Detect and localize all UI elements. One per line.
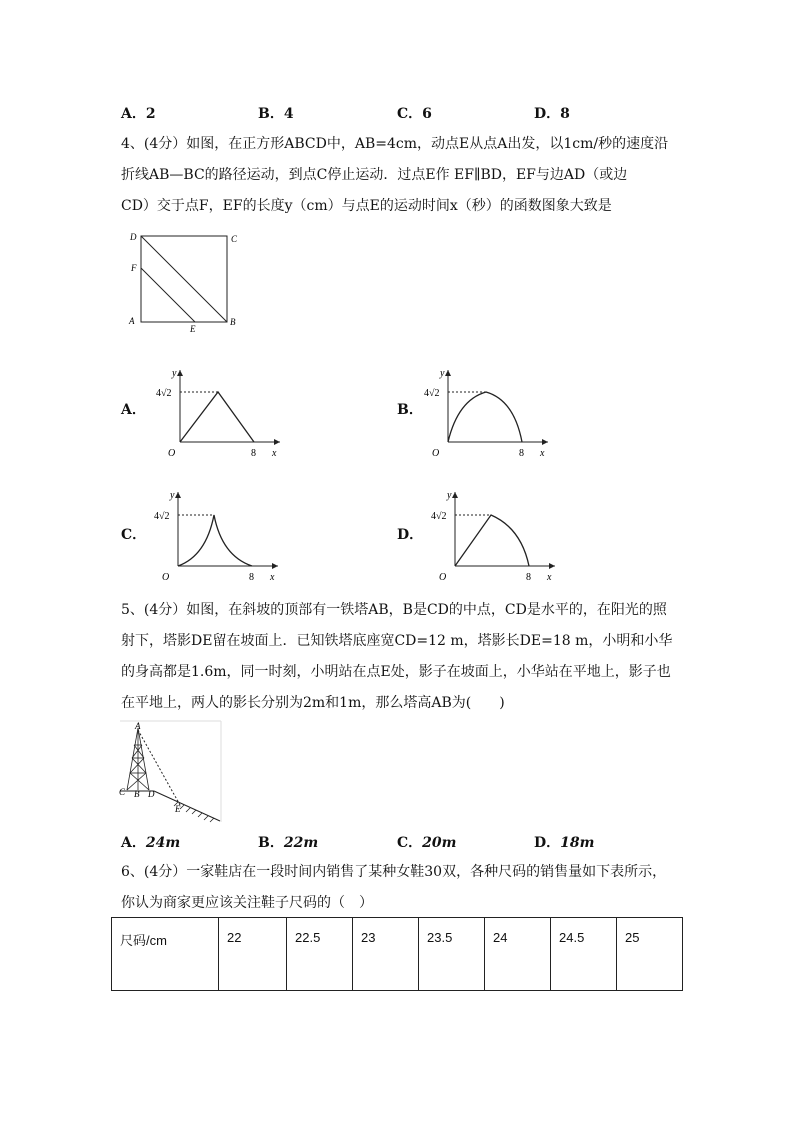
y-max-label: 4√2 — [154, 511, 170, 522]
label-f: F — [131, 263, 137, 273]
y-axis-label: y — [170, 490, 175, 501]
table-header-cell: 尺码/cm — [112, 918, 219, 991]
q5-option-a: A．24m — [121, 835, 181, 851]
q3-option-d: D．8 — [534, 106, 570, 122]
q4-text-line1: 4、(4分）如图，在正方形ABCD中，AB=4cm，动点E从点A出发，以1cm/秒的速度沿 — [121, 136, 669, 152]
table-row — [112, 918, 683, 991]
tower — [127, 728, 149, 790]
label-e: E — [190, 324, 196, 334]
q4-graph-c — [148, 484, 288, 584]
q4-graph-a — [150, 360, 290, 460]
label-b: B — [230, 317, 236, 327]
x-axis-label: x — [540, 448, 545, 459]
function-curve — [448, 392, 522, 442]
function-curve — [455, 515, 529, 566]
q5-text-line3: 的身高都是1.6m，同一时刻，小明站在点E处，影子在坡面上，小华站在平地上，影子也 — [121, 664, 671, 680]
origin-label: O — [439, 572, 447, 583]
label-a: A — [129, 316, 135, 326]
label-c: C — [231, 234, 238, 244]
q3-option-a: A．2 — [121, 106, 156, 122]
function-curve — [180, 392, 254, 442]
q6-text-line2: 你认为商家更应该关注鞋子尺码的（ ） — [121, 895, 373, 911]
function-curve — [178, 515, 252, 566]
q4-graph-d — [425, 484, 565, 584]
x-end-label: 8 — [519, 448, 524, 459]
q4-option-d-label: D． — [397, 527, 424, 543]
table-cell: 22 — [219, 918, 287, 991]
origin-label: O — [432, 448, 440, 459]
label-d: D — [130, 232, 137, 242]
y-max-label: 4√2 — [424, 388, 440, 399]
label-e: E — [175, 804, 181, 814]
q4-option-a-label: A． — [121, 402, 146, 418]
table-cell: 24 — [485, 918, 551, 991]
y-max-label: 4√2 — [156, 388, 172, 399]
table-cell: 22.5 — [287, 918, 353, 991]
q4-graph-b — [418, 360, 558, 460]
table-cell: 25 — [617, 918, 683, 991]
label-a: A — [135, 721, 141, 731]
q5-option-b: B．22m — [258, 835, 319, 851]
x-axis-label: x — [547, 572, 552, 583]
x-axis-label: x — [272, 448, 277, 459]
q3-option-c: C．6 — [397, 106, 432, 122]
q5-option-c: C．20m — [397, 835, 457, 851]
q5-text-line4: 在平地上，两人的影长分别为2m和1m，那么塔高AB为( ) — [121, 695, 505, 711]
x-end-label: 8 — [526, 572, 531, 583]
q4-option-c-label: C． — [121, 527, 147, 543]
q5-option-d: D．18m — [534, 835, 595, 851]
segment-ef — [141, 268, 195, 322]
slope — [154, 791, 220, 821]
y-axis-label: y — [447, 490, 452, 501]
q4-square-figure — [122, 226, 252, 336]
y-axis-label: y — [440, 368, 445, 379]
label-b: B — [134, 789, 140, 799]
x-end-label: 8 — [249, 572, 254, 583]
q5-text-line1: 5、(4分）如图，在斜坡的顶部有一铁塔AB，B是CD的中点，CD是水平的，在阳光的照 — [121, 602, 667, 618]
table-cell: 23.5 — [419, 918, 485, 991]
q4-text-line2: 折线AB—BC的路径运动，到点C停止运动．过点E作 EF∥BD，EF与边AD（或边 — [121, 167, 628, 183]
shoe-size-table — [111, 917, 683, 991]
origin-label: O — [162, 572, 170, 583]
x-axis-label: x — [270, 572, 275, 583]
y-axis-label: y — [172, 368, 177, 379]
q4-option-b-label: B． — [397, 402, 423, 418]
table-cell: 24.5 — [551, 918, 617, 991]
x-end-label: 8 — [251, 448, 256, 459]
label-c: C — [119, 787, 126, 797]
y-max-label: 4√2 — [431, 511, 447, 522]
q5-tower-figure — [118, 720, 224, 824]
q4-text-line3: CD）交于点F，EF的长度y（cm）与点E的运动时间x（秒）的函数图象大致是 — [121, 198, 612, 214]
diagonal-bd — [141, 236, 227, 322]
table-cell: 23 — [353, 918, 419, 991]
label-d: D — [148, 789, 155, 799]
q6-text-line1: 6、(4分）一家鞋店在一段时间内销售了某种女鞋30双，各种尺码的销售量如下表所示， — [121, 864, 667, 880]
q5-text-line2: 射下，塔影DE留在坡面上．已知铁塔底座宽CD=12 m，塔影长DE=18 m，小明和小华 — [121, 633, 673, 649]
origin-label: O — [168, 448, 176, 459]
q3-option-b: B．4 — [258, 106, 294, 122]
